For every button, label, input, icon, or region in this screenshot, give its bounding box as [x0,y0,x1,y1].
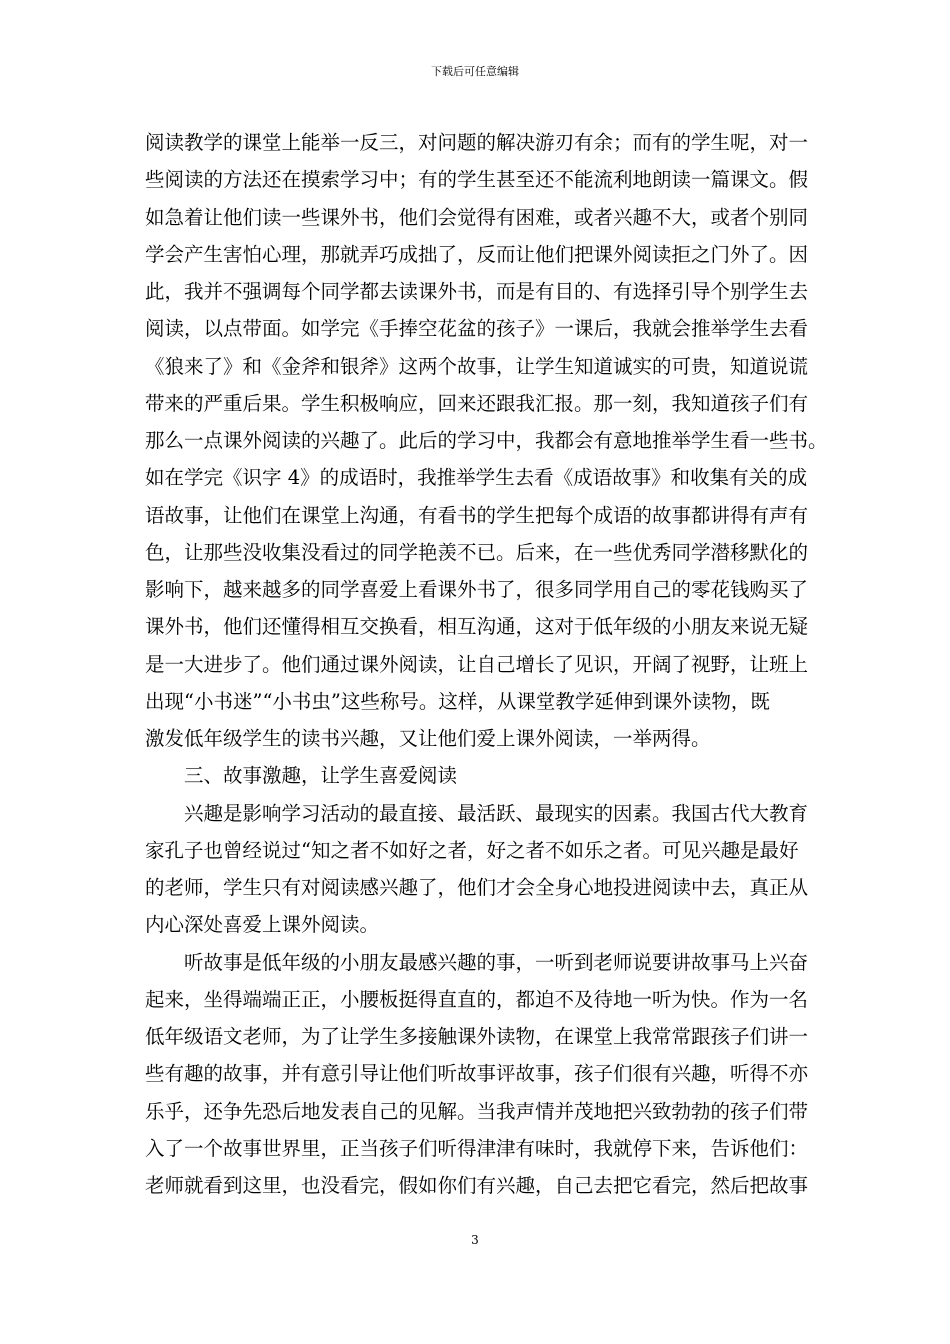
text-line: 听故事是低年级的小朋友最感兴趣的事，一听到老师说要讲故事马上兴奋 [184,950,809,974]
text-line: 带来的严重后果。学生积极响应，回来还跟我汇报。那一刻，我知道孩子们有 [145,391,809,415]
text-line: 家孔子也曾经说过“知之者不如好之者，好之者不如乐之者。可见兴趣是最好 [145,838,799,862]
text-line: 阅读，以点带面。如学完《手捧空花盆的孩子》一课后，我就会推举学生去看 [145,317,809,341]
section-heading: 三、故事激趣，让学生喜爱阅读 [184,764,458,788]
page-header: 下载后可任意编辑 [431,65,519,78]
page-number: 3 [471,1233,479,1247]
text-line: 那么一点课外阅读的兴趣了。此后的学习中，我都会有意地推举学生看一些书。 [145,429,828,452]
text-line: 乐乎，还争先恐后地发表自己的见解。当我声情并茂地把兴致勃勃的孩子们带 [145,1099,809,1123]
text-line: 内心深处喜爱上课外阅读。 [145,913,380,937]
text-line: 语故事，让他们在课堂上沟通，有看书的学生把每个成语的故事都讲得有声有 [145,503,809,527]
text-line: 影响下，越来越多的同学喜爱上看课外书了，很多同学用自己的零花钱购买了 [145,578,809,601]
text-line: 的老师，学生只有对阅读感兴趣了，他们才会全身心地投进阅读中去，真正从 [145,876,809,899]
text-line: 如急着让他们读一些课外书，他们会觉得有困难，或者兴趣不大，或者个别同 [145,205,809,229]
text-line: 学会产生害怕心理，那就弄巧成拙了，反而让他们把课外阅读拒之门外了。因 [145,242,809,266]
text-line: 激发低年级学生的读书兴趣，又让他们爱上课外阅读，一举两得。 [145,727,711,750]
text-line: 是一大进步了。他们通过课外阅读，让自己增长了见识，开阔了视野，让班上 [145,652,809,676]
text-line: 些有趣的故事，并有意引导让他们听故事评故事，孩子们很有兴趣，听得不亦 [145,1062,809,1086]
document-body [145,124,828,1204]
text-line: 色，让那些没收集没看过的同学艳羡不已。后来，在一些优秀同学潜移默化的 [145,540,809,564]
text-line: 课外书，他们还懂得相互交换看，相互沟通，这对于低年级的小朋友来说无疑 [145,615,809,639]
text-line: 此，我并不强调每个同学都去读课外书，而是有目的、有选择引导个别学生去 [145,280,809,303]
text-line: 如在学完《识字 4》的成语时，我推举学生去看《成语故事》和收集有关的成 [145,466,808,490]
text-line: 些阅读的方法还在摸索学习中；有的学生甚至还不能流利地朗读一篇课文。假 [145,168,809,192]
text-line: 阅读教学的课堂上能举一反三，对问题的解决游刃有余；而有的学生呢，对一 [145,131,809,154]
text-line: 低年级语文老师，为了让学生多接触课外读物，在课堂上我常常跟孩子们讲一 [145,1025,809,1048]
text-line: 兴趣是影响学习活动的最直接、最活跃、最现实的因素。我国古代大教育 [184,801,809,825]
text-line: 出现“小书迷”“小书虫”这些称号。这样，从课堂教学延伸到课外读物，既 [145,689,770,713]
text-line: 《狼来了》和《金斧和银斧》这两个故事，让学生知道诚实的可贵，知道说谎 [145,354,809,378]
text-line: 入了一个故事世界里，正当孩子们听得津津有味时，我就停下来，告诉他们： [145,1136,809,1160]
text-line: 老师就看到这里，也没看完，假如你们有兴趣，自己去把它看完，然后把故事 [145,1174,809,1197]
text-line: 起来，坐得端端正正，小腰板挺得直直的，都迫不及待地一听为快。作为一名 [145,987,809,1011]
